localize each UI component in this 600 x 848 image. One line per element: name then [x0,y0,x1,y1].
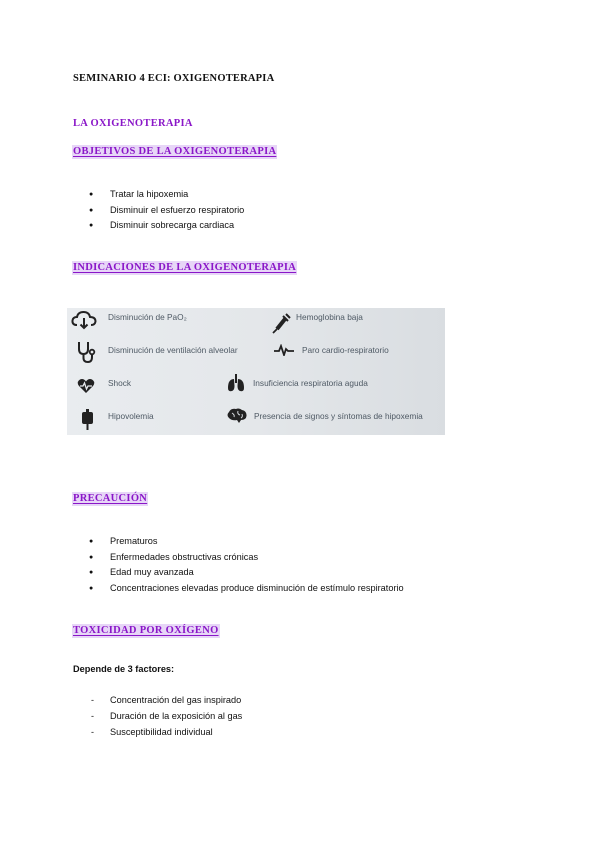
objetivos-heading-text: OBJETIVOS DE LA OXIGENOTERAPIA [73,146,277,157]
objetivos-list [73,187,244,234]
toxicidad-list [73,692,242,740]
list-item: - Duración de la exposición al gas [73,708,242,724]
syringe-icon [271,311,291,335]
section-heading-oxigenoterapia: LA OXIGENOTERAPIA [73,118,193,129]
lungs-icon [227,374,245,393]
indicacion-label: Insuficiencia respiratoria aguda [253,378,368,388]
indicaciones-heading-text: INDICACIONES DE LA OXIGENOTERAPIA [73,262,297,273]
indicacion-label: Disminución de PaO₂ [108,312,187,322]
stethoscope-icon [76,340,96,364]
brain-icon [226,408,248,424]
list-item: ● Edad muy avanzada [73,565,404,581]
list-item: - Concentración del gas inspirado [73,692,242,708]
ecg-pulse-icon [273,344,295,356]
list-item: ● Concentraciones elevadas produce disminución de estímulo respiratorio [73,581,404,597]
list-item: ● Prematuros [73,534,404,550]
precaucion-heading [72,493,148,504]
indicacion-label: Hemoglobina baja [296,312,363,322]
precaucion-list [73,534,404,596]
list-item: ● Disminuir sobrecarga cardiaca [73,218,244,234]
list-item: - Susceptibilidad individual [73,724,242,740]
heart-pulse-icon [77,378,95,394]
indicacion-label: Presencia de signos y síntomas de hipoxemia [254,411,423,421]
document-title: SEMINARIO 4 ECI: OXIGENOTERAPIA [73,73,275,84]
objetivos-heading [72,146,277,157]
precaucion-heading-text: PRECAUCIÓN [73,493,148,504]
toxicidad-heading-text: TOXICIDAD POR OXÍGENO [73,625,219,636]
indicaciones-heading [72,262,297,273]
cloud-download-icon [71,310,97,330]
list-item: ● Enfermedades obstructivas crónicas [73,550,404,566]
indicacion-label: Disminución de ventilación alveolar [108,345,238,355]
toxicidad-intro: Depende de 3 factores: [73,664,175,674]
toxicidad-heading [72,625,220,636]
indicacion-label: Paro cardio-respiratorio [302,345,389,355]
indicacion-label: Hipovolemia [108,411,154,421]
indicacion-label: Shock [108,378,132,388]
list-item: ● Tratar la hipoxemia [73,187,244,203]
list-item: ● Disminuir el esfuerzo respiratorio [73,203,244,219]
iv-bag-icon [81,409,94,430]
indicaciones-infographic [67,308,445,435]
